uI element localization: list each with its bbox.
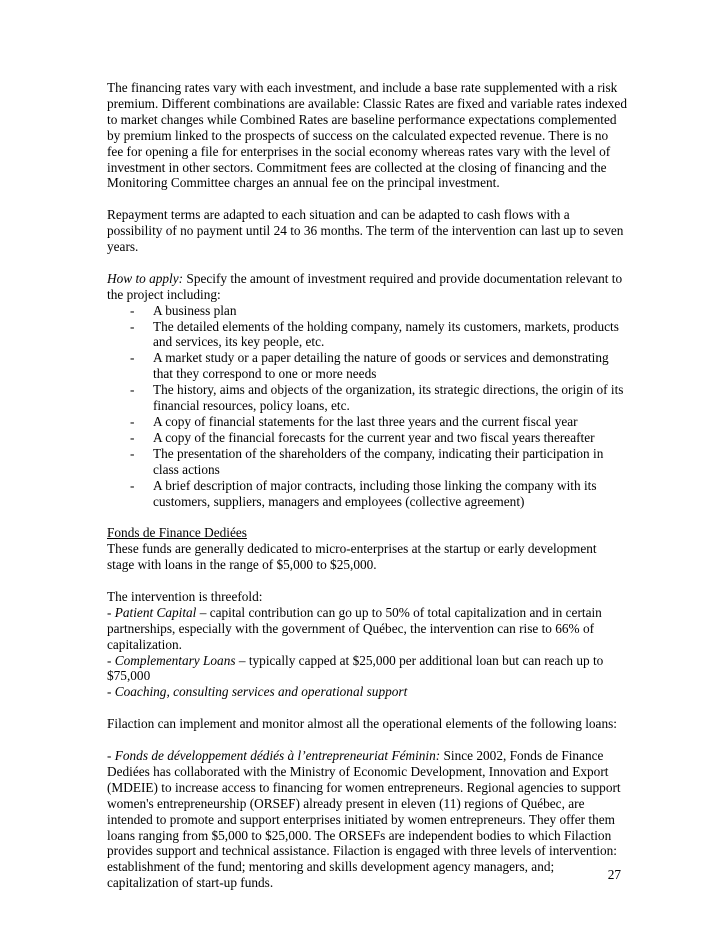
feminin-paragraph	[107, 748, 627, 891]
list-item: - A market study or a paper detailing the nature of goods or services and demonstrating that they correspond to one or more needs	[107, 350, 627, 382]
feminin-text: Since 2002, Fonds de Finance Dediées has collaborated with the Ministry of Economic Development, Innovation and Export (MDEIE) to increase access to financing for women entrepreneurs. Regional agencies to support women's entrepreneurship (ORSEF) already present in eleven (11) regions of Québec, are intended to promote and support enterprises initiated by women entrepreneurs. They offer them loans ranging from $5,000 to $25,000. The ORSEFs are independent bodies to which Filaction provides support and technical assistance. Filaction is engaged with three levels of intervention: establishment of the fund; mentoring and skills development agency managers, and; capitalization of start-up funds.	[107, 747, 621, 891]
how-to-apply-text: Specify the amount of investment required and provide documentation relevant to the project including:	[107, 270, 623, 302]
feminin-label: - Fonds de développement dédiés à l’entrepreneuriat Féminin:	[107, 747, 441, 763]
page-number: 27	[607, 867, 621, 882]
list-item: - The detailed elements of the holding company, namely its customers, markets, products and services, its key people, etc.	[107, 319, 627, 351]
list-item: - A copy of the financial forecasts for the current year and two fiscal years thereafter	[107, 430, 627, 446]
repayment-terms-paragraph: Repayment terms are adapted to each situation and can be adapted to cash flows with a possibility of no payment until 24 to 36 months. The term of the intervention can last up to seven years.	[107, 207, 624, 255]
how-to-apply-label: How to apply:	[107, 270, 184, 286]
fonds-intro-paragraph: These funds are generally dedicated to micro-enterprises at the startup or early development stage with loans in the range of $5,000 to $25,000.	[107, 541, 597, 573]
list-item: - A copy of financial statements for the last three years and the current fiscal year	[107, 414, 627, 430]
coaching-item: - Coaching, consulting services and operational support	[107, 684, 408, 700]
patient-capital-text: – capital contribution can go up to 50% of total capitalization and in certain partnerships, especially with the government of Québec, the intervention can rise to 66% of capitalization.	[107, 604, 602, 652]
complementary-loans-label: - Complementary Loans	[107, 652, 236, 668]
complementary-loans-item	[107, 653, 627, 685]
documentation-list	[107, 303, 627, 510]
patient-capital-item	[107, 605, 627, 653]
how-to-apply-paragraph	[107, 271, 627, 303]
list-item: - The history, aims and objects of the organization, its strategic directions, the origin of its financial resources, policy loans, etc.	[107, 382, 627, 414]
list-item: - A business plan	[107, 303, 627, 319]
document-page	[107, 80, 627, 907]
complementary-loans-text: – typically capped at $25,000 per additional loan but can reach up to $75,000	[107, 652, 604, 684]
filaction-intro-paragraph: Filaction can implement and monitor almost all the operational elements of the following loans:	[107, 716, 617, 732]
fonds-heading: Fonds de Finance Dediées	[107, 525, 247, 541]
patient-capital-label: - Patient Capital	[107, 604, 197, 620]
threefold-line: The intervention is threefold:	[107, 588, 263, 604]
list-item: - The presentation of the shareholders of the company, indicating their participation in class actions	[107, 446, 627, 478]
list-item: - A brief description of major contracts, including those linking the company with its customers, suppliers, managers and employees (collective agreement)	[107, 478, 627, 510]
financing-rates-paragraph: The financing rates vary with each investment, and include a base rate supplemented with a risk premium. Different combinations are available: Classic Rates are fixed and variable rates indexed to market changes while Combined Rates are baseline performance expectations complemented by premium linked to the prospects of success on the calculated expected revenue. There is no fee for opening a file for enterprises in the social economy whereas rates vary with the level of investment in other sectors. Commitment fees are collected at the closing of financing and the Monitoring Committee charges an annual fee on the principal investment.	[107, 80, 627, 191]
